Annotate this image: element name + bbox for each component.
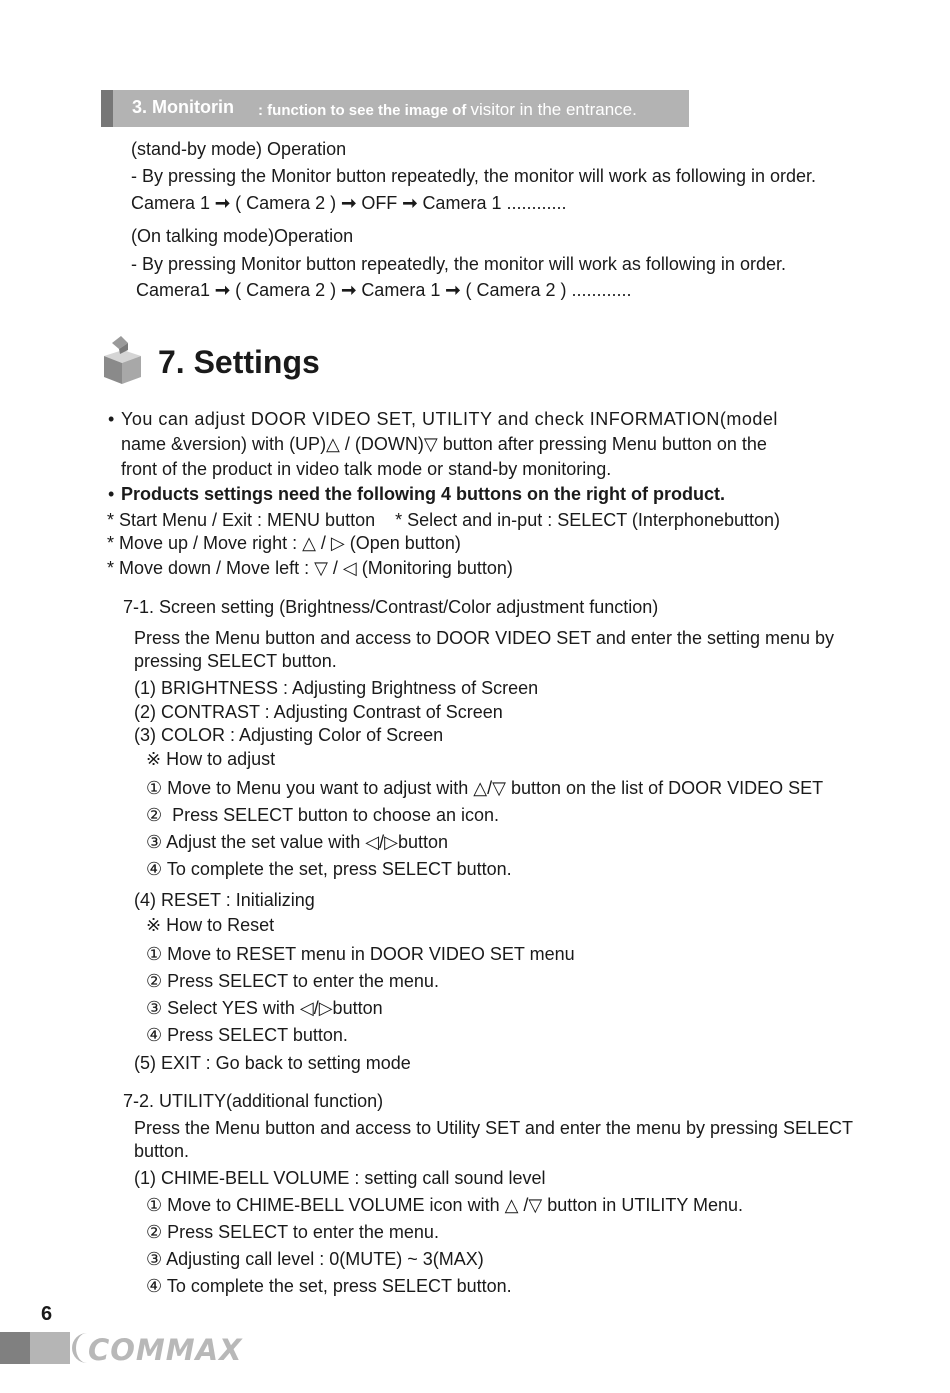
page-number: 6 — [41, 1303, 53, 1325]
cube-icon — [101, 334, 143, 386]
step-item: ① Move to RESET menu in DOOR VIDEO SET menu — [146, 944, 575, 964]
list-item: (4) RESET : Initializing — [134, 890, 315, 910]
section-heading-screen: 7-1. Screen setting (Brightness/Contrast/Color adjustment function) — [123, 597, 659, 617]
arrow-icon: ➞ — [215, 193, 231, 213]
brand-logo: COMMAX — [88, 1333, 243, 1367]
seq-item: OFF — [361, 193, 398, 213]
seq-item: ( Camera 2 ) — [235, 193, 337, 213]
step-item: ① Move to CHIME-BELL VOLUME icon with △ /▽ button in UTILITY Menu. — [146, 1195, 744, 1215]
intro-line: front of the product in video talk mode or stand-by monitoring. — [121, 459, 612, 479]
bullet-dot: • — [108, 409, 115, 429]
standby-desc: - By pressing the Monitor button repeatedly, the monitor will work as following in order. — [131, 166, 816, 186]
utility-intro: button. — [134, 1141, 190, 1161]
talking-heading: (On talking mode)Operation — [131, 226, 354, 246]
seq-item: Camera1 — [136, 280, 211, 300]
screen-intro: Press the Menu button and access to DOOR VIDEO SET and enter the setting menu by — [134, 628, 835, 648]
arrow-icon: ➞ — [341, 280, 357, 300]
standby-sequence — [131, 192, 566, 214]
intro-line: You can adjust DOOR VIDEO SET, UTILITY and check INFORMATION(model — [121, 409, 778, 429]
seq-item: Camera 1 — [361, 280, 441, 300]
step-item: ② Press SELECT to enter the menu. — [146, 1222, 439, 1242]
banner-subtitle-b: visitor in the entrance. — [470, 100, 637, 119]
footer-bar — [30, 1332, 70, 1364]
bullet-dot: • — [108, 484, 115, 504]
step-item: ④ Press SELECT button. — [146, 1025, 348, 1045]
section-banner — [101, 90, 689, 127]
list-item: (1) CHIME-BELL VOLUME : setting call sound level — [134, 1168, 546, 1188]
list-item: (2) CONTRAST : Adjusting Contrast of Screen — [134, 702, 503, 722]
step-item: ③ Adjusting call level : 0(MUTE) ~ 3(MAX) — [146, 1249, 484, 1269]
banner-subtitle — [258, 100, 637, 120]
screen-intro: pressing SELECT button. — [134, 651, 337, 671]
footer-bar — [0, 1332, 30, 1364]
button-line: * Move up / Move right : △ / ▷ (Open button) — [107, 533, 461, 553]
bold-bullet: Products settings need the following 4 buttons on the right of product. — [121, 484, 725, 504]
banner-subtitle-a: : function to see the image of — [258, 102, 467, 119]
step-item: ② Press SELECT to enter the menu. — [146, 971, 439, 991]
step-item: ③ Select YES with ◁/▷button — [146, 998, 383, 1018]
step-item: ③ Adjust the set value with ◁/▷button — [146, 832, 448, 852]
step-item: ④ To complete the set, press SELECT button. — [146, 859, 512, 879]
list-item: (5) EXIT : Go back to setting mode — [134, 1053, 411, 1073]
banner-strip — [101, 90, 113, 127]
step-item: ② Press SELECT button to choose an icon. — [146, 805, 499, 825]
step-item: ④ To complete the set, press SELECT button. — [146, 1276, 512, 1296]
arrow-icon: ➞ — [215, 280, 231, 300]
section-heading-utility: 7-2. UTILITY(additional function) — [123, 1091, 384, 1111]
how-to-adjust: ※ How to adjust — [146, 749, 276, 769]
utility-intro: Press the Menu button and access to Utility SET and enter the menu by pressing SELECT — [134, 1118, 854, 1138]
talking-desc: - By pressing Monitor button repeatedly, the monitor will work as following in order. — [131, 254, 786, 274]
seq-item: ( Camera 2 ) — [235, 280, 337, 300]
list-item: (1) BRIGHTNESS : Adjusting Brightness of Screen — [134, 678, 539, 698]
standby-heading: (stand-by mode) Operation — [131, 139, 347, 159]
button-line: * Start Menu / Exit : MENU button * Select and in-put : SELECT (Interphonebutton) — [107, 510, 781, 530]
seq-item: Camera 1 ............ — [422, 193, 567, 213]
arrow-icon: ➞ — [445, 280, 461, 300]
arrow-icon: ➞ — [341, 193, 357, 213]
seq-item: Camera 1 — [131, 193, 211, 213]
step-item: ① Move to Menu you want to adjust with △/▽ button on the list of DOOR VIDEO SET — [146, 778, 824, 798]
page-title: 7. Settings — [158, 344, 320, 380]
intro-line: name &version) with (UP)△ / (DOWN)▽ button after pressing Menu button on the — [121, 434, 767, 454]
how-to-reset: ※ How to Reset — [146, 915, 275, 935]
button-line: * Move down / Move left : ▽ / ◁ (Monitoring button) — [107, 558, 513, 578]
talking-sequence — [136, 279, 632, 301]
banner-title: 3. Monitorin — [132, 97, 234, 117]
seq-item: ( Camera 2 ) ............ — [465, 280, 632, 300]
list-item: (3) COLOR : Adjusting Color of Screen — [134, 725, 444, 745]
arrow-icon: ➞ — [402, 193, 418, 213]
